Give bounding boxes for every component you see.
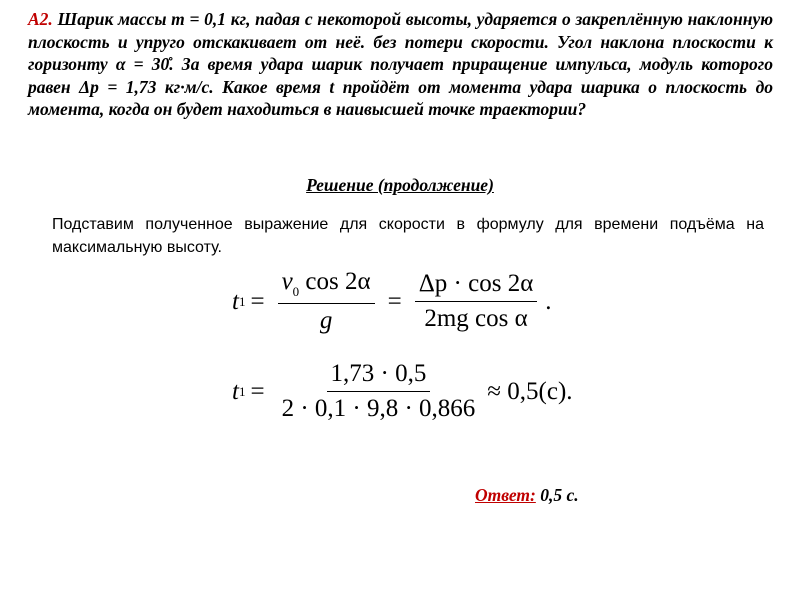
solution-heading: [0, 175, 800, 196]
f1-equals: =: [250, 287, 265, 315]
problem-number: А2.: [28, 9, 53, 29]
f2-denominator: 2 · 0,1 · 9,8 · 0,866: [281, 395, 476, 422]
answer: [475, 485, 579, 506]
f1-fraction-1: [278, 268, 375, 335]
f1-fraction-2: [415, 270, 538, 333]
f1-lhs-sub: 1: [238, 293, 246, 309]
solution-heading-text: Решение (продолжение): [306, 175, 494, 195]
f1-period: .: [545, 287, 552, 315]
f1-v-sub: 0: [292, 284, 300, 299]
problem-statement: [28, 8, 773, 121]
f2-result: ≈ 0,5(c).: [487, 377, 573, 405]
f1-frac1-denominator: g: [319, 307, 333, 334]
f2-lhs-var: t: [232, 377, 239, 405]
formula-time-numeric: [232, 360, 573, 423]
solution-paragraph: Подставим полученное выражение для скорости в формулу для времени подъёма на максимальную высоту.: [52, 216, 764, 256]
answer-value: 0,5 с.: [535, 485, 579, 505]
answer-label: Ответ:: [475, 485, 536, 505]
f1-equals-2: =: [387, 287, 402, 315]
f1-frac1-numerator: [278, 268, 375, 304]
f1-frac1-num-rest: cos 2α: [299, 268, 371, 295]
f2-numerator: 1,73 · 0,5: [327, 360, 431, 392]
f2-lhs-sub: 1: [238, 383, 246, 399]
f1-lhs-var: t: [232, 287, 239, 315]
f2-equals: =: [250, 377, 265, 405]
formula-time-general: [232, 268, 552, 335]
f1-frac2-numerator: Δp · cos 2α: [415, 270, 538, 302]
problem-text: Шарик массы m = 0,1 кг, падая с некоторой высоты, ударяется о закреплённую наклонную плоскость и упруго отскакивает от неё. без потери скорости. Угол наклона плоскости к горизонту α = 30̊. За время удара шарик получает приращение импульса, модуль которого равен Δp = 1,73 кг·м/с. Какое время t пройдёт от момента удара шарика о плоскость до момента, когда он будет находиться в наивысшей точке траектории?: [28, 9, 773, 119]
f1-frac2-denominator: 2mg cos α: [424, 305, 528, 332]
f2-fraction: [278, 360, 480, 423]
f1-v-var: v: [281, 268, 293, 295]
